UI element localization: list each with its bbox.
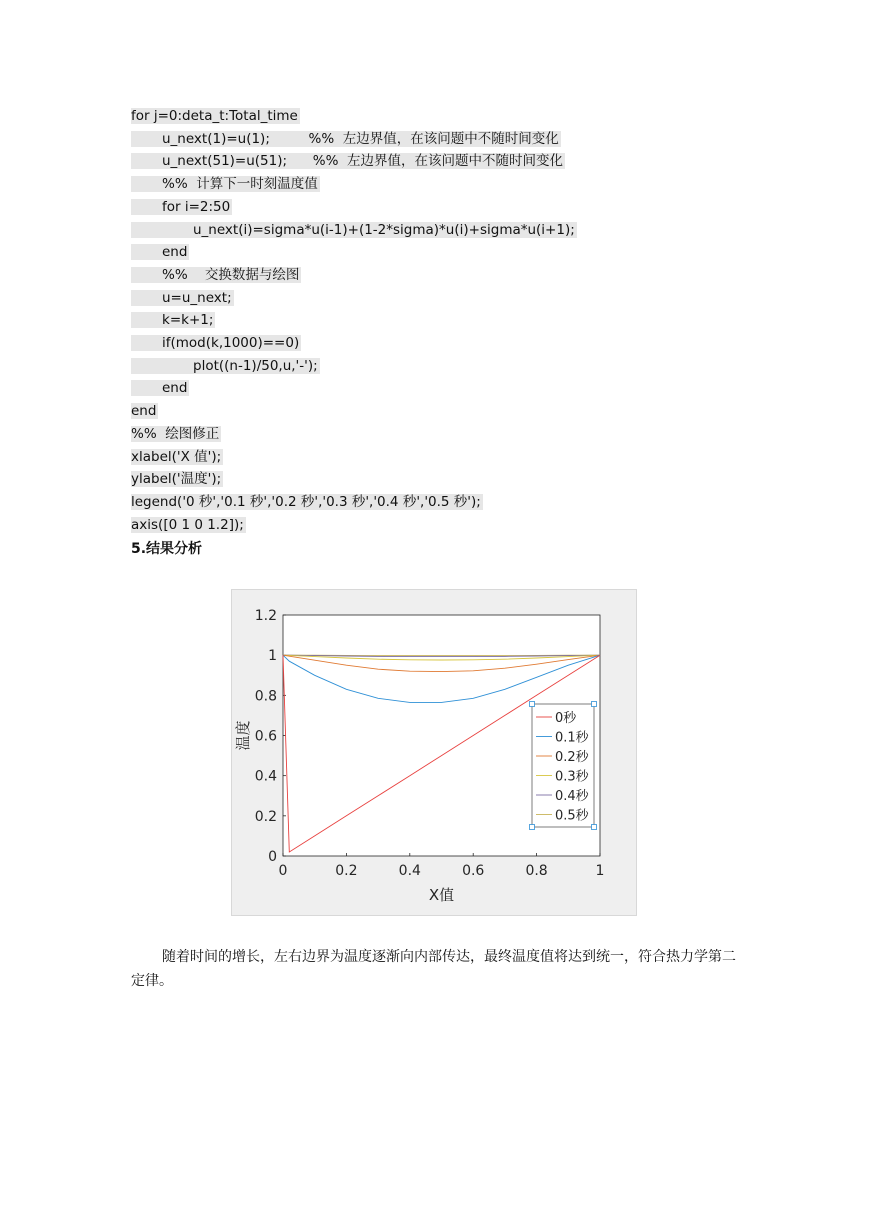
y-tick-label: 0: [268, 849, 277, 865]
code-line: [131, 196, 232, 218]
code-line-text: axis([0 1 0 1.2]);: [131, 516, 244, 533]
code-line-text: xlabel('X 值');: [131, 448, 222, 465]
y-tick-label: 0.4: [254, 768, 277, 785]
legend-label: 0.5秒: [555, 808, 589, 824]
legend-handle: [592, 702, 597, 707]
code-line: [131, 423, 221, 445]
code-line-text: for j=0:deta_t:Total_time: [131, 108, 298, 124]
code-line-text: legend('0 秒','0.1 秒','0.2 秒','0.3 秒','0.4 秒','0.5 秒');: [131, 493, 481, 510]
x-tick-label: 0: [278, 863, 288, 879]
y-axis-label: 温度: [234, 720, 252, 751]
y-tick-label: 1: [268, 648, 277, 665]
code-line: [131, 332, 301, 354]
legend-handle: [530, 702, 535, 707]
code-line: [131, 355, 320, 377]
code-line-text: %% 计算下一时刻温度值: [131, 176, 320, 192]
chart-figure: [231, 589, 637, 916]
legend-label: 0.3秒: [555, 769, 589, 785]
analysis-paragraph: 随着时间的增长，左右边界为温度逐渐向内部传达，最终温度值将达到统一，符合热力学第二定律。: [131, 949, 736, 989]
code-line: [131, 173, 320, 195]
code-line-text: u=u_next;: [131, 290, 234, 306]
code-line-text: u_next(51)=u(51); %% 左边界值，在该问题中不随时间变化: [131, 153, 565, 169]
legend-label: 0.4秒: [555, 789, 589, 804]
code-line: [131, 150, 565, 172]
code-line: [131, 219, 577, 241]
y-tick-label: 0.6: [254, 728, 277, 745]
code-line-text: end: [131, 244, 189, 260]
temperature-chart: [232, 590, 636, 915]
code-line-text: ylabel('温度');: [131, 471, 222, 488]
code-line: [131, 468, 223, 490]
code-line: [131, 446, 223, 468]
section-heading: 5.结果分析: [131, 541, 203, 557]
y-tick-label: 0.2: [254, 808, 277, 825]
code-line: [131, 514, 246, 536]
y-tick-label: 0.8: [254, 688, 277, 705]
legend-label: 0.1秒: [555, 730, 589, 746]
code-line-text: for i=2:50: [131, 199, 232, 215]
code-line: [131, 287, 234, 309]
code-line-text: %% 交换数据与绘图: [131, 267, 301, 283]
x-tick-label: 1: [595, 863, 605, 879]
code-line-text: %% 绘图修正: [131, 425, 220, 442]
code-line-text: end: [131, 403, 157, 420]
code-line: [131, 400, 158, 422]
legend-handle: [592, 825, 597, 830]
code-line: [131, 105, 300, 127]
code-line-text: plot((n-1)/50,u,'-');: [131, 358, 320, 374]
x-axis-label: X值: [428, 886, 455, 904]
code-line: [131, 264, 301, 286]
code-line-text: u_next(1)=u(1); %% 左边界值，在该问题中不随时间变化: [131, 131, 561, 147]
x-tick-label: 0.4: [398, 863, 421, 879]
code-line-text: end: [131, 380, 189, 396]
x-tick-label: 0.8: [525, 863, 548, 879]
legend-label: 0.2秒: [555, 750, 589, 765]
legend-label: 0秒: [555, 711, 577, 726]
code-line-text: if(mod(k,1000)==0): [131, 335, 301, 351]
legend-handle: [530, 825, 535, 830]
code-line: [131, 128, 561, 150]
y-tick-label: 1.2: [254, 608, 277, 624]
code-line-text: k=k+1;: [131, 312, 215, 328]
code-line: [131, 241, 189, 263]
code-line: [131, 309, 215, 331]
code-line: [131, 377, 189, 399]
x-tick-label: 0.6: [462, 863, 485, 879]
code-line: [131, 491, 483, 513]
code-line-text: u_next(i)=sigma*u(i-1)+(1-2*sigma)*u(i)+sigma*u(i+1);: [131, 222, 577, 238]
x-tick-label: 0.2: [335, 863, 358, 879]
